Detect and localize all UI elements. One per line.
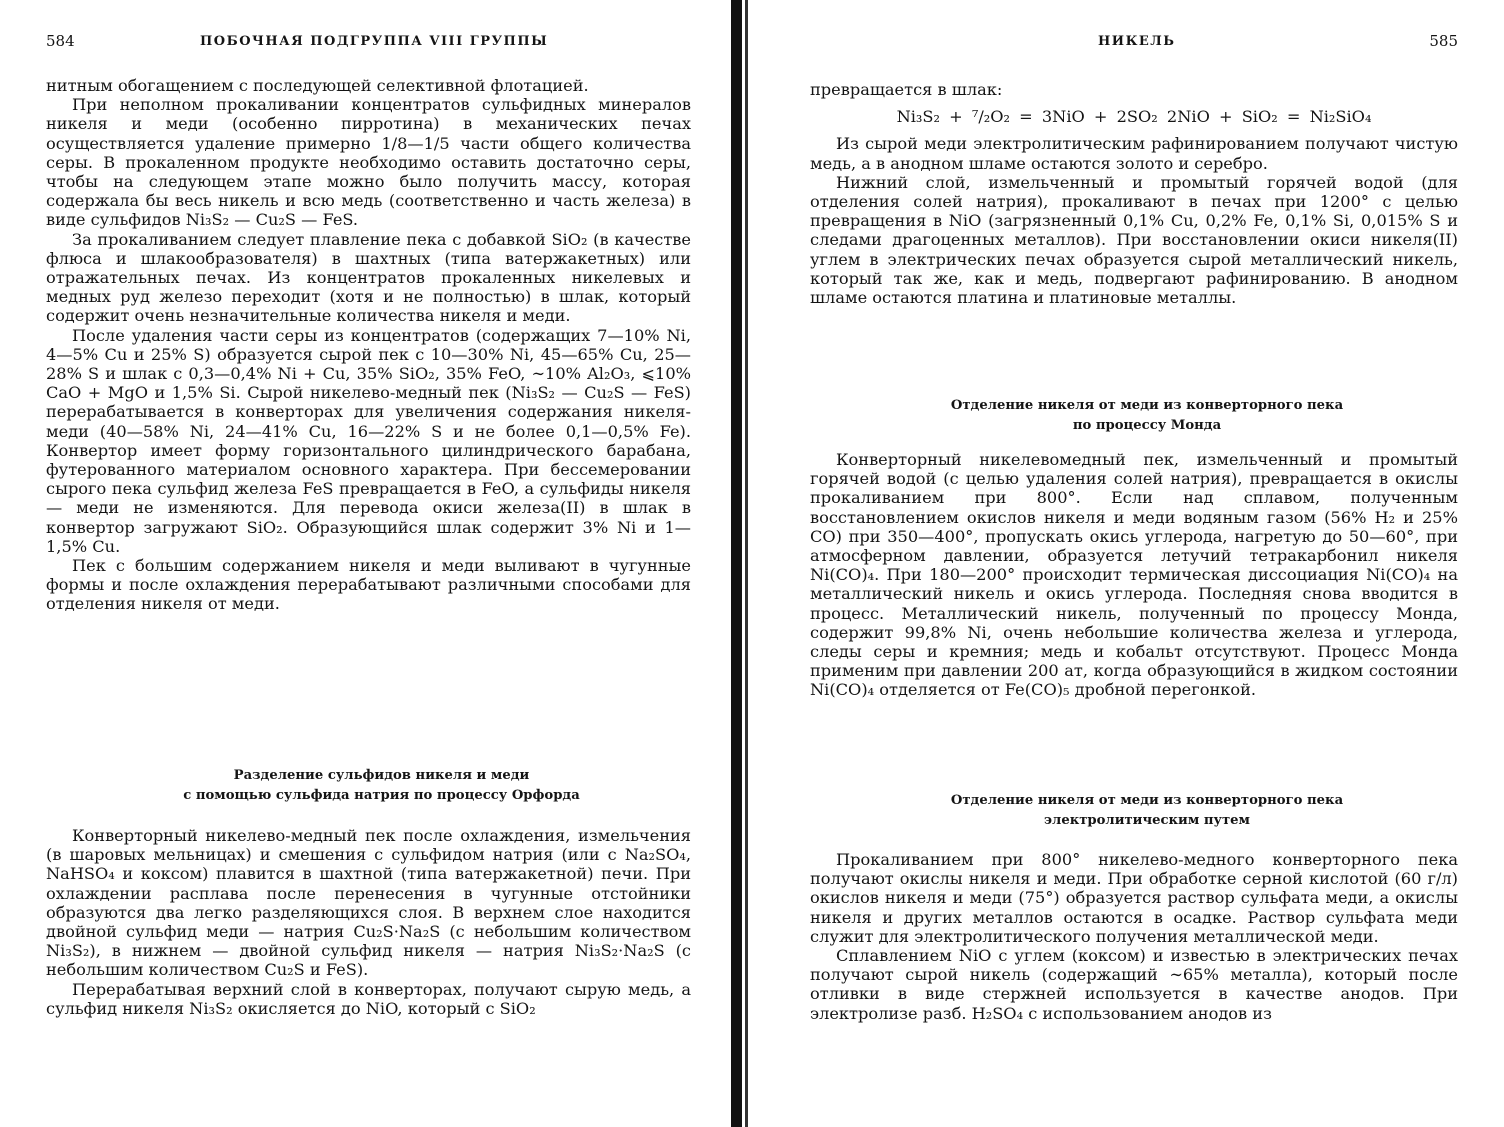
section-heading: Отделение никеля от меди из конверторного пека: [950, 398, 1344, 413]
section-heading: с помощью сульфида натрия по процессу Орфорда: [183, 788, 580, 803]
left-running-header: [46, 32, 691, 54]
paragraph: Прокаливанием при 800° никелево-медного конверторного пека получают окислы никеля и меди. При обработке серной кислотой (60 г/л) окислов никеля и меди (75°) образуется раствор сульфата меди, а окислы никеля и других металлов остаются в осадке. Раствор сульфата меди служит для электролитического получения металлической меди.: [810, 850, 1458, 946]
right-running-header: [810, 32, 1458, 54]
right-running-title: НИКЕЛЬ: [1098, 34, 1176, 49]
paragraph: Конверторный никелевомедный пек, измельченный и промытый горячей водой (с целью удаления солей натрия), превращается в окислы прокаливанием при 800°. Если над сплавом, полученным восстановлением окислов никеля и меди водяным газом (56% H₂ и 25% CO) при 350—400°, пропускать окись углерода, нагретую до 50—60°, при атмосферном давлении, образуется летучий тетракарбонил никеля Ni(CO)₄. При 180—200° происходит термическая диссоциация Ni(CO)₄ на металлический никель и окись углерода. Последняя снова вводится в процесс. Металлический никель, полученный по процессу Монда, содержит 99,8% Ni, очень небольшие количества железа и углерода, следы серы и кремния; медь и кобальт отсутствуют. Процесс Монда применим при давлении 200 ат, когда образующийся в жидком состоянии Ni(CO)₄ отделяется от Fe(CO)₅ дробной перегонкой.: [810, 450, 1458, 700]
paragraph: Сплавлением NiO с углем (коксом) и известью в электрических печах получают сырой никель (содержащий ∼65% металла), который после отливки в виде стержней используется в качестве анодов. При электролизе разб. H₂SO₄ с использованием анодов из: [810, 946, 1458, 1023]
paragraph: превращается в шлак:: [810, 80, 1003, 99]
book-gutter-shadow: [745, 0, 748, 1127]
section-heading: Отделение никеля от меди из конверторного пека: [950, 793, 1344, 808]
left-page: [46, 0, 691, 1127]
right-body-2: [810, 450, 1458, 700]
left-section-orford: [46, 766, 691, 806]
section-heading: по процессу Монда: [1072, 418, 1222, 433]
reaction-formula: Ni₃S₂ + ⁷/₂O₂ = 3NiO + 2SO₂ 2NiO + SiO₂ = Ni₂SiO₄: [896, 107, 1372, 127]
section-heading: электролитическим путем: [1044, 813, 1250, 828]
paragraph: Из сырой меди электролитическим рафинированием получают чистую медь, а в анодном шламе остаются золото и серебро.: [810, 134, 1458, 173]
left-body-1: [46, 76, 691, 614]
left-running-title: ПОБОЧНАЯ ПОДГРУППА VIII ГРУППЫ: [200, 34, 549, 49]
paragraph: После удаления части серы из концентратов (содержащих 7—10% Ni, 4—5% Cu и 25% S) образуется сырой пек с 10—30% Ni, 45—65% Cu, 25—28% S и шлак с 0,3—0,4% Ni + Cu, 35% SiO₂, 35% FeO, ∼10% Al₂O₃, ⩽10% CaO + MgO и 1,5% Si. Сырой никелево-медный пек (Ni₃S₂ — Cu₂S — FeS) перерабатывается в конверторах для увеличения содержания никеля-меди (40—58% Ni, 24—41% Cu, 16—22% S и не более 0,1—0,5% Fe). Конвертор имеет форму горизонтального цилиндрического барабана, футерованного материалом основного характера. При бессемеровании сырого пека сульфид железа FeS превращается в FeO, а сульфиды никеля — меди не изменяются. Для перевода окиси железа(II) в шлак в конвертор загружают SiO₂. Образующийся шлак содержит 3% Ni и 1—1,5% Cu.: [46, 325, 691, 556]
right-section-mond: [810, 396, 1458, 436]
paragraph: нитным обогащением с последующей селективной флотацией.: [46, 76, 589, 95]
book-gutter: [731, 0, 742, 1127]
paragraph: Пек с большим содержанием никеля и меди выливают в чугунные формы и после охлаждения перерабатывают различными способами для отделения никеля от меди.: [46, 556, 691, 614]
right-page: [810, 0, 1458, 1127]
right-section-electrolytic: [810, 791, 1458, 831]
left-page-number: 584: [46, 32, 75, 50]
paragraph: За прокаливанием следует плавление пека с добавкой SiO₂ (в качестве флюса и шлакообразователя) в шахтных (типа ватержакетных) или отражательных печах. Из концентратов прокаленных никелевых и медных руд железо переходит (хотя и не полностью) в шлак, который содержит очень незначительные количества никеля и меди.: [46, 229, 691, 326]
left-body-2: [46, 826, 691, 1018]
paragraph: Нижний слой, измельченный и промытый горячей водой (для отделения солей натрия), прокаливают в печах при 1200° с целью превращения в NiO (загрязненный 0,1% Cu, 0,2% Fe, 0,1% Si, 0,015% S и следами драгоценных металлов). При восстановлении окиси никеля(II) углем в электрических печах образуется сырой металлический никель, который так же, как и медь, подвергают рафинированию. В анодном шламе остаются платина и платиновые металлы.: [810, 172, 1458, 308]
paragraph: Конверторный никелево-медный пек после охлаждения, измельчения (в шаровых мельницах) и смешения с сульфидом натрия (или с Na₂SO₄, NaHSO₄ и коксом) плавится в шахтной (типа ватержакетной) печи. При охлаждении расплава после перенесения в чугунные отстойники образуются два легко разделяющихся слоя. В верхнем слое находится двойной сульфид меди — натрия Cu₂S·Na₂S (с небольшим количеством Ni₃S₂), в нижнем — двойной сульфид никеля — натрия Ni₃S₂·Na₂S (с небольшим количеством Cu₂S и FeS).: [46, 826, 691, 980]
paragraph: Перерабатывая верхний слой в конверторах, получают сырую медь, а сульфид никеля Ni₃S₂ окисляется до NiO, который с SiO₂: [46, 979, 691, 1018]
right-page-number: 585: [1429, 32, 1458, 50]
section-heading: Разделение сульфидов никеля и меди: [233, 768, 530, 783]
right-body-3: [810, 850, 1458, 1023]
right-body-1: [810, 80, 1458, 307]
paragraph: При неполном прокаливании концентратов сульфидных минералов никеля и меди (особенно пирротина) в механических печах осуществляется удаление примерно 1/8—1/5 части общего количества серы. В прокаленном продукте необходимо оставить достаточно серы, чтобы на следующем этапе можно было получить массу, которая содержала бы весь никель и всю медь (соответственно и часть железа) в виде сульфидов Ni₃S₂ — Cu₂S — FeS.: [46, 95, 691, 230]
